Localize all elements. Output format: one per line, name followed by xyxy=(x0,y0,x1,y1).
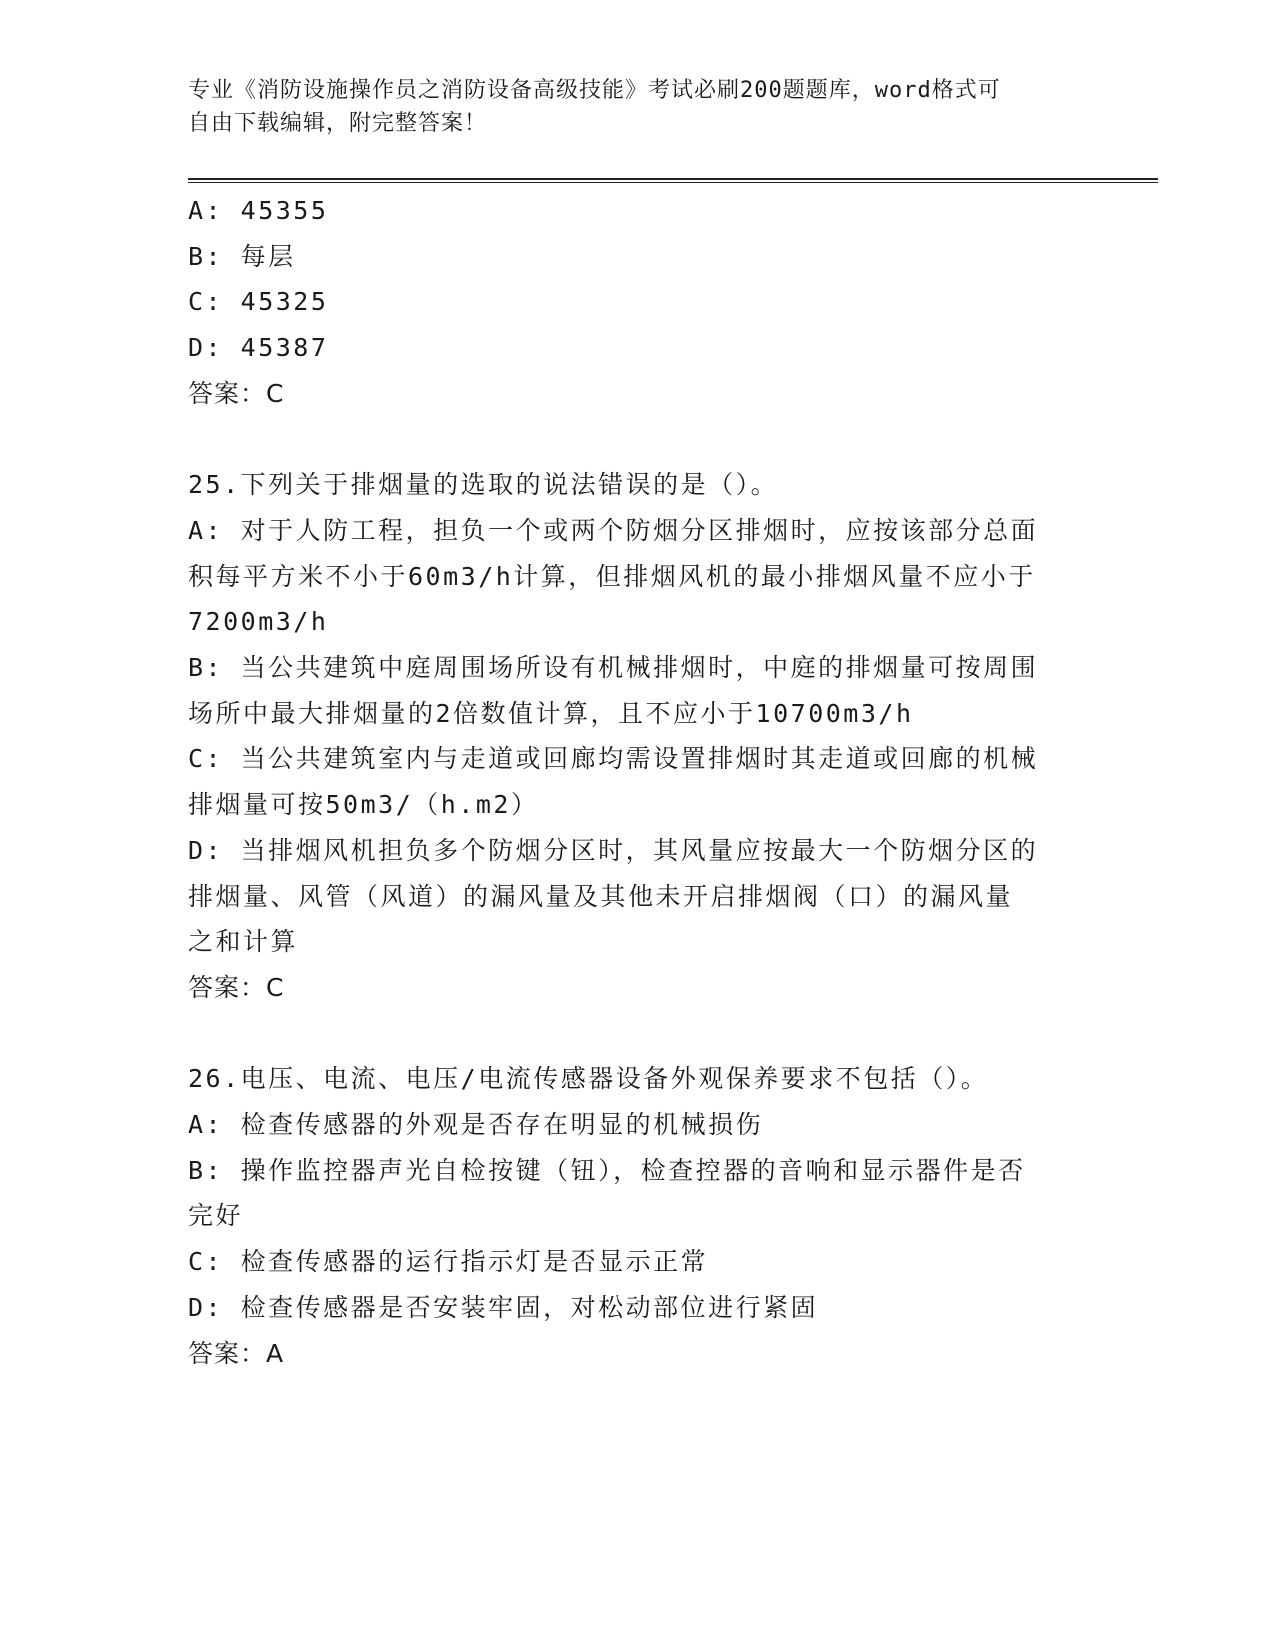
q26-question: 26.电压、电流、电压/电流传感器设备外观保养要求不包括（）。 xyxy=(188,1064,989,1094)
document-header xyxy=(188,74,1088,140)
spacer xyxy=(188,1011,1088,1057)
q24-option-b: B: 每层 xyxy=(188,241,296,271)
q26-answer: 答案：A xyxy=(188,1338,285,1368)
q25-option-c-line-2: 排烟量可按50m3/（h.m2） xyxy=(188,790,539,820)
header-divider xyxy=(188,178,1158,180)
q26-option-c: C: 检查传感器的运行指示灯是否显示正常 xyxy=(188,1247,709,1277)
q25-option-b-line-1: B: 当公共建筑中庭周围场所设有机械排烟时，中庭的排烟量可按周围 xyxy=(188,653,1039,683)
q25-option-a-line-1: A: 对于人防工程，担负一个或两个防烟分区排烟时，应按该部分总面 xyxy=(188,515,1039,545)
q24-option-c: C: 45325 xyxy=(188,287,329,317)
q25-option-b-line-2: 场所中最大排烟量的2倍数值计算，且不应小于10700m3/h xyxy=(188,698,914,728)
q26-option-a: A: 检查传感器的外观是否存在明显的机械损伤 xyxy=(188,1110,764,1140)
header-line-1: 专业《消防设施操作员之消防设备高级技能》考试必刷200题题库，word格式可 xyxy=(188,78,1001,103)
q25-option-d-line-2: 排烟量、风管（风道）的漏风量及其他未开启排烟阀（口）的漏风量 xyxy=(188,881,1014,911)
header-line-2: 自由下载编辑，附完整答案！ xyxy=(188,111,488,136)
header-divider-thin xyxy=(188,182,1158,183)
q25-question: 25.下列关于排烟量的选取的说法错误的是（）。 xyxy=(188,470,779,500)
q25-option-a-line-3: 7200m3/h xyxy=(188,607,329,637)
q26-option-b-line-1: B: 操作监控器声光自检按键（钮），检查控器的音响和显示器件是否 xyxy=(188,1155,1026,1185)
q24-option-a: A: 45355 xyxy=(188,196,329,225)
q24-option-d: D: 45387 xyxy=(188,333,329,363)
q25-option-a-line-2: 积每平方米不小于60m3/h计算，但排烟风机的最小排烟风量不应小于 xyxy=(188,561,1036,591)
question-content xyxy=(188,188,1088,1376)
q25-option-d-line-3: 之和计算 xyxy=(188,927,299,957)
q24-answer: 答案：C xyxy=(188,378,285,408)
q26-option-b-line-2: 完好 xyxy=(188,1201,244,1231)
q26-option-d: D: 检查传感器是否安装牢固，对松动部位进行紧固 xyxy=(188,1292,819,1322)
q25-option-c-line-1: C: 当公共建筑室内与走道或回廊均需设置排烟时其走道或回廊的机械 xyxy=(188,744,1039,774)
q25-option-d-line-1: D: 当排烟风机担负多个防烟分区时，其风量应按最大一个防烟分区的 xyxy=(188,835,1039,865)
spacer xyxy=(188,417,1088,463)
q25-answer: 答案：C xyxy=(188,972,285,1002)
